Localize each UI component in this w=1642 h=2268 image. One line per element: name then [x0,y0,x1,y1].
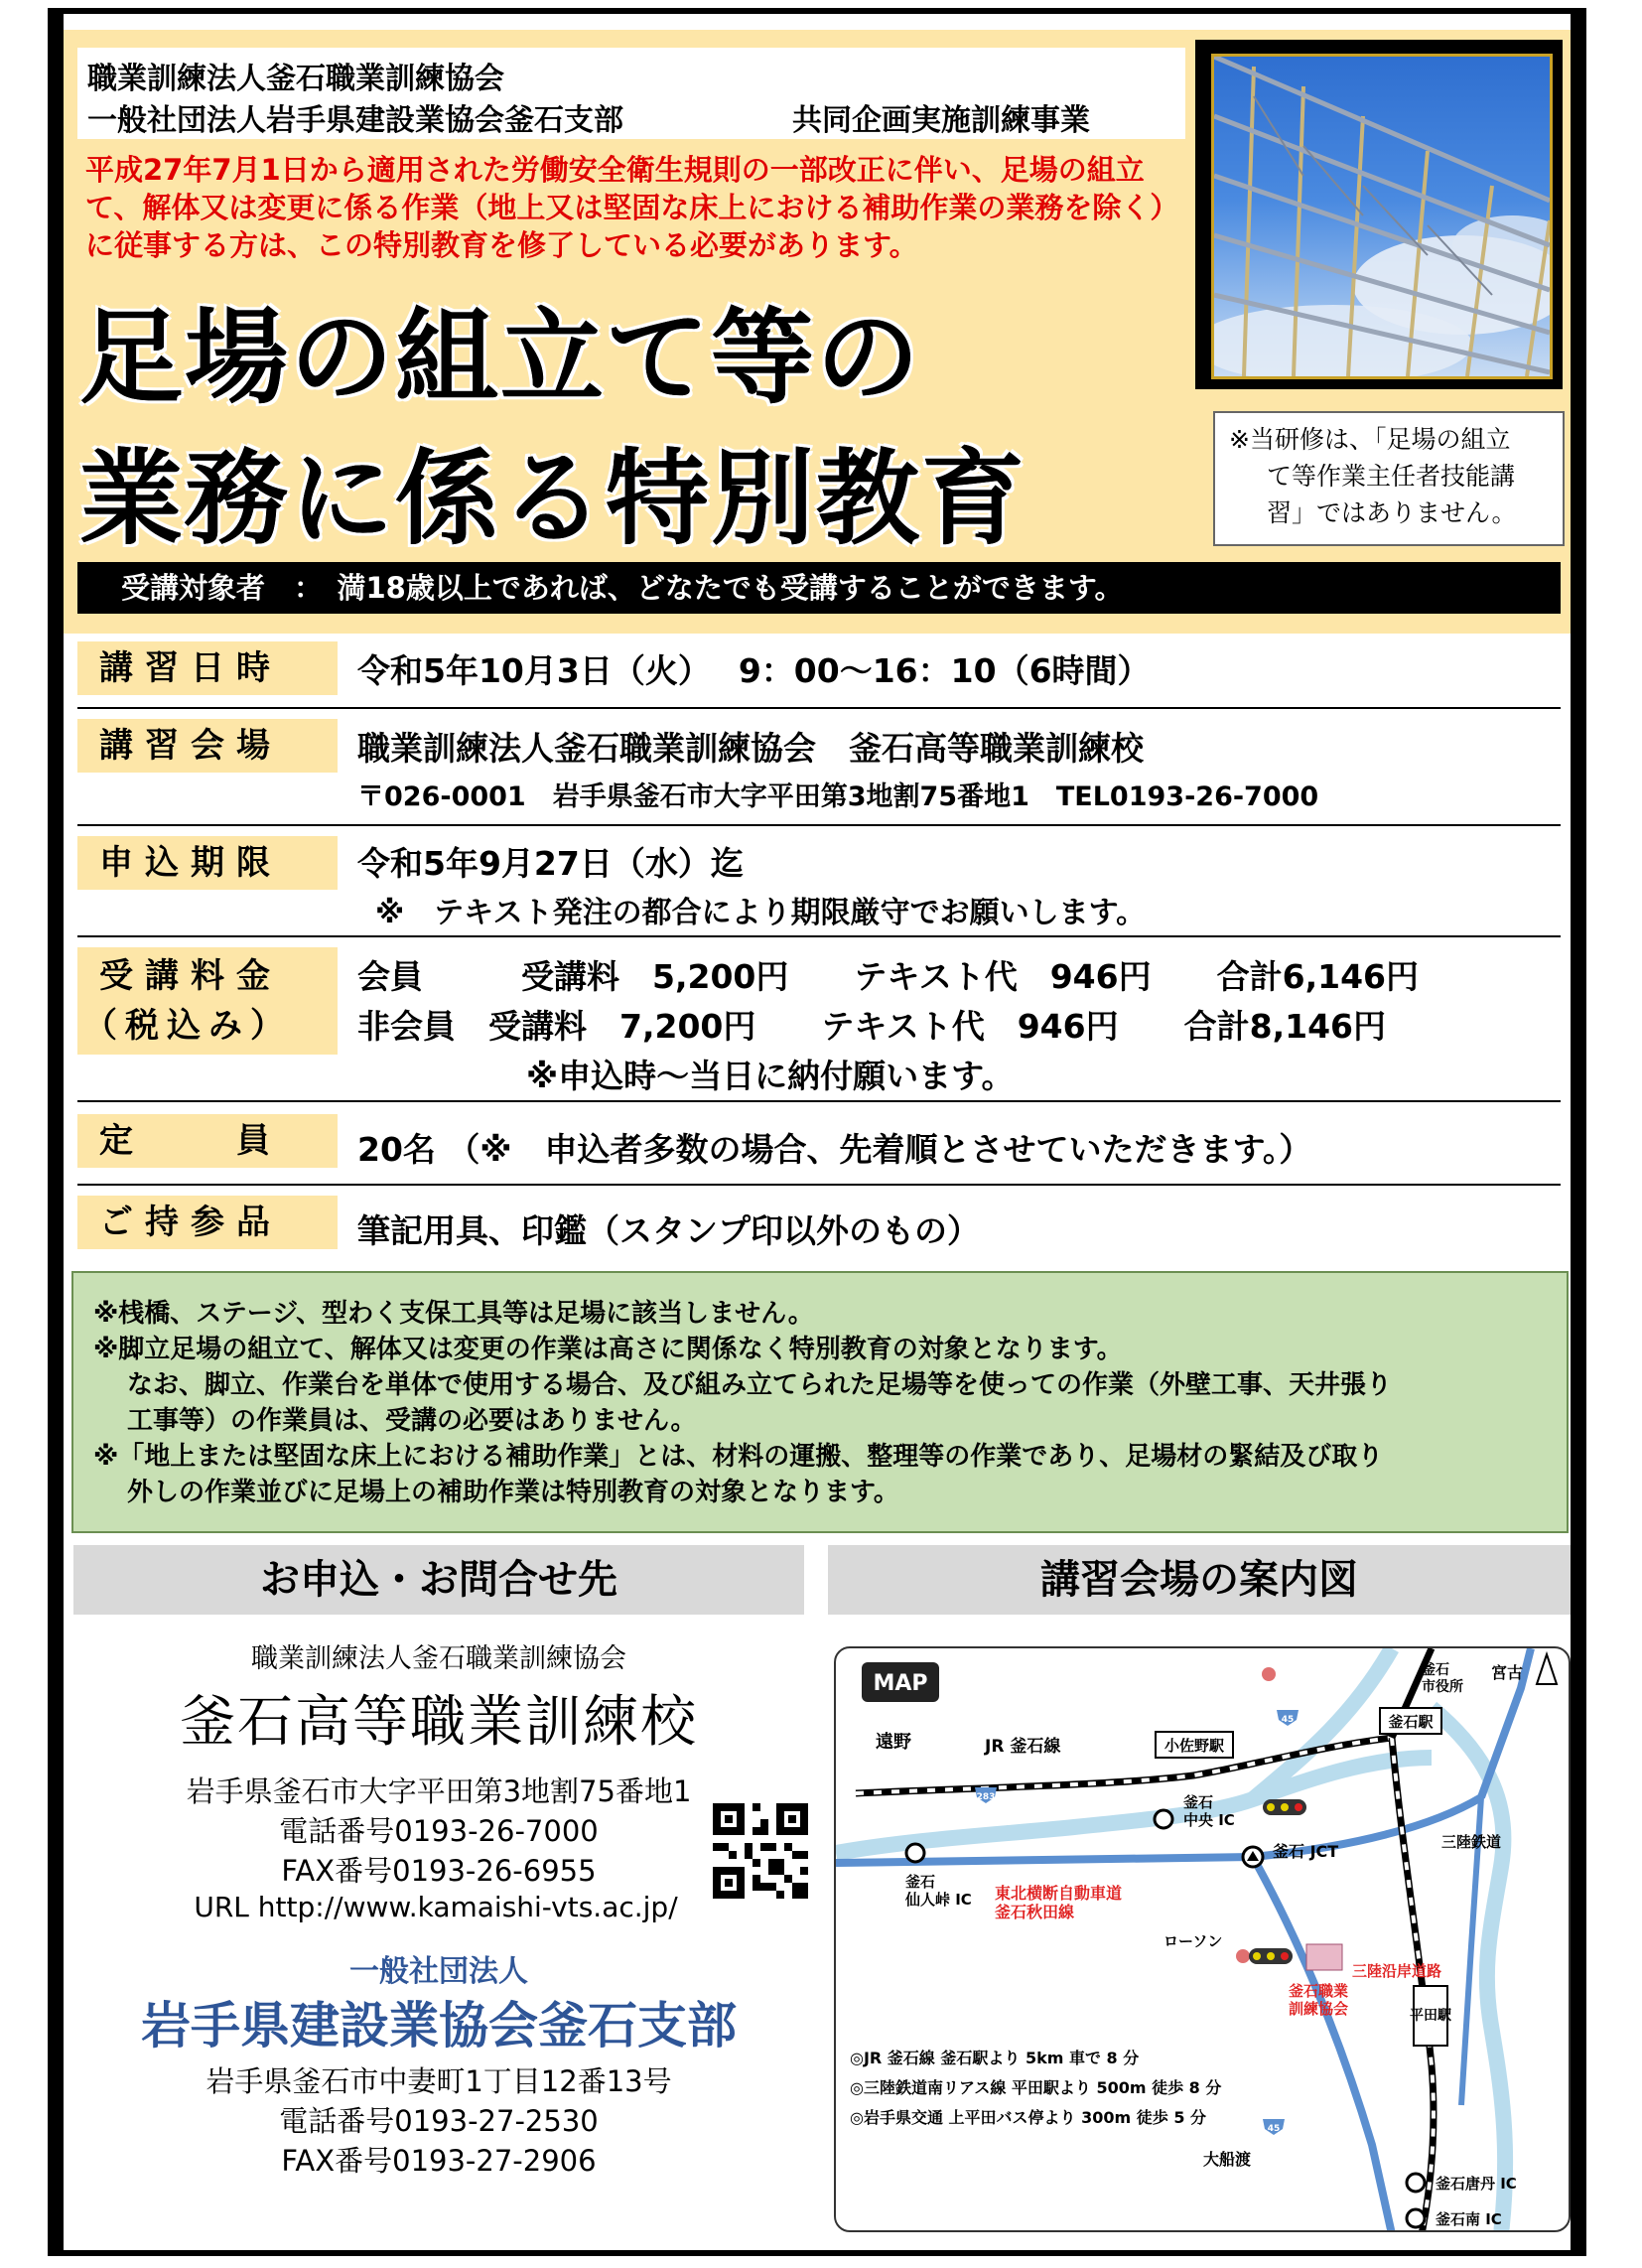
map-label-expressway: 東北横断自動車道釜石秋田線 [995,1884,1123,1922]
map-label-kosano: 小佐野駅 [1163,1737,1225,1755]
regulation-notice [85,151,1187,264]
qr-code[interactable] [713,1803,808,1899]
school-address: 岩手県釜石市大字平田第3地割75番地1 [186,1774,692,1808]
school-org: 職業訓練法人釜石職業訓練協会 [251,1643,626,1674]
main-title-line-1: 足場の組立て等の [79,297,922,418]
date-value: 令和5年10月3日（火） 9：00〜16：10（6時間） [357,651,1151,690]
map-label-sennin: 釜石仙人峠 IC [905,1873,972,1909]
map-access-line: ◎岩手県交通 上平田バス停より 300m 徒歩 5 分 [850,2108,1207,2127]
map-access-line: ◎三陸鉄道南リアス線 平田駅より 500m 徒歩 8 分 [850,2078,1222,2097]
fee-label-line: 受講料金 [99,956,282,996]
map-access-line: ◎JR 釜石線 釜石駅より 5km 車で 8 分 [850,2049,1140,2067]
map-label-sanriku-rail: 三陸鉄道 [1441,1833,1502,1851]
deadline-value: 令和5年9月27日（水）迄 [357,844,744,883]
capacity-label: 定 員 [77,1114,338,1168]
regulation-notice-line: て、解体又は変更に係る作業（地上又は堅固な床上における補助作業の業務を除く） [85,191,1179,224]
divider [77,824,1561,826]
map-label-minami: 釜石南 IC [1436,2210,1502,2228]
target-audience-text: 受講対象者 ： 満18歳以上であれば、どなたでも受講することができます。 [121,571,1124,605]
note-line: ※脚立足場の組立て、解体又は変更の作業は高さに関係なく特別教育の対象となります。 [93,1335,1123,1364]
map-label-sanriku-expressway: 三陸沿岸道路 [1352,1962,1442,1980]
assoc-fax: FAX番号0193-27-2906 [281,2144,597,2178]
map-label-lawson: ローソン [1163,1932,1223,1950]
divider [77,935,1561,937]
map-label-venue: 釜石職業訓練協会 [1289,1982,1349,2018]
map-label-heita-station: 平田駅 [1410,2008,1451,2024]
regulation-notice-line: に従事する方は、この特別教育を修了している必要があります。 [85,228,918,262]
main-title-line-2: 業務に係る特別教育 [79,438,1027,559]
map-drawing [836,1648,1571,2232]
deadline-note: ※ テキスト発注の都合により期限厳守でお願いします。 [375,896,1147,930]
disclaimer-line: 習」ではありません。 [1267,498,1517,527]
map-label-jr: JR 釜石線 [985,1737,1061,1757]
disclaimer-line: て等作業主任者技能講 [1267,462,1516,491]
map-label-ofunato: 大船渡 [1203,2150,1252,2169]
access-map [834,1646,1571,2232]
fee-member: 会員 受講料 5,200円 テキスト代 946円 合計6,146円 [357,957,1419,996]
school-tel: 電話番号0193-26-7000 [279,1814,599,1848]
map-label-jct: 釜石 JCT [1273,1842,1339,1861]
map-label-kamaishi-station: 釜石駅 [1388,1713,1434,1731]
map-label-city-hall: 釜石市役所 [1422,1662,1463,1695]
date-label: 講習日時 [77,641,338,695]
organizer-line-1: 職業訓練法人釜石職業訓練協会 [87,62,504,96]
map-heading: 講習会場の案内図 [828,1545,1571,1615]
contact-heading: お申込・お問合せ先 [73,1545,804,1615]
venue-address: 〒026-0001 岩手県釜石市大字平田第3地割75番地1 TEL0193-26-7000 [357,781,1319,812]
map-label-miyako: 宮古 [1491,1663,1524,1682]
fee-nonmember: 非会員 受講料 7,200円 テキスト代 946円 合計8,146円 [357,1007,1386,1046]
assoc-name: 岩手県建設業協会釜石支部 [141,1997,737,2055]
school-name: 釜石高等職業訓練校 [180,1690,698,1755]
map-label-toni: 釜石唐丹 IC [1436,2175,1517,2193]
note-line: 外しの作業並びに足場上の補助作業は特別教育の対象となります。 [127,1478,899,1507]
target-audience-bar [77,562,1561,614]
note-line: ※桟橋、ステージ、型わく支保工具等は足場に該当しません。 [93,1299,814,1329]
items-value: 筆記用具、印鑑（スタンプ印以外のもの） [357,1211,980,1250]
regulation-notice-line: 平成27年7月1日から適用された労働安全衛生規則の一部改正に伴い、足場の組立 [85,153,1145,187]
joint-project: 共同企画実施訓練事業 [792,103,1090,138]
disclaimer-line: ※当研修は、「足場の組立 [1229,425,1511,454]
capacity-value: 20名 （※ 申込者多数の場合、先着順とさせていただきます。） [357,1130,1312,1169]
divider [77,1184,1561,1186]
organizer-box [77,48,1185,139]
assoc-type: 一般社団法人 [349,1954,528,1989]
deadline-label: 申込期限 [77,836,338,890]
map-route-283: 283 [976,1792,996,1802]
map-badge: MAP [873,1671,928,1696]
scaffolding-image [1214,57,1550,376]
map-route-45-north: 45 [1281,1715,1295,1725]
venue-label: 講習会場 [77,719,338,773]
disclaimer-box [1213,411,1565,546]
note-line: ※「地上または堅固な床上における補助作業」とは、材料の運搬、整理等の作業であり、足場材の緊結及び取り [93,1442,1384,1472]
notes-box [71,1271,1569,1533]
divider [77,1100,1561,1102]
map-label-chuo: 釜石中央 IC [1183,1793,1235,1829]
fee-note: ※申込時〜当日に納付願います。 [526,1057,1015,1095]
divider [77,707,1561,709]
organizer-line-2: 一般社団法人岩手県建設業協会釜石支部 [87,103,623,138]
scaffolding-photo [1195,40,1563,389]
note-line: なお、脚立、作業台を単体で使用する場合、及び組み立てられた足場等を使っての作業（外壁工事、天井張り [127,1370,1393,1400]
fee-label [77,947,338,1055]
note-line: 工事等）の作業員は、受講の必要はありません。 [127,1406,697,1436]
school-url[interactable]: URL http://www.kamaishi-vts.ac.jp/ [194,1891,678,1923]
venue-value: 職業訓練法人釜石職業訓練協会 釜石高等職業訓練校 [357,729,1144,768]
school-fax: FAX番号0193-26-6955 [281,1854,597,1888]
items-label: ご持参品 [77,1196,338,1249]
fee-label-line: （税込み） [83,1006,292,1046]
map-route-45-south: 45 [1267,2124,1281,2134]
assoc-tel: 電話番号0193-27-2530 [279,2104,599,2138]
assoc-address: 岩手県釜石市中妻町1丁目12番13号 [205,2064,672,2098]
map-label-tono: 遠野 [876,1732,911,1753]
